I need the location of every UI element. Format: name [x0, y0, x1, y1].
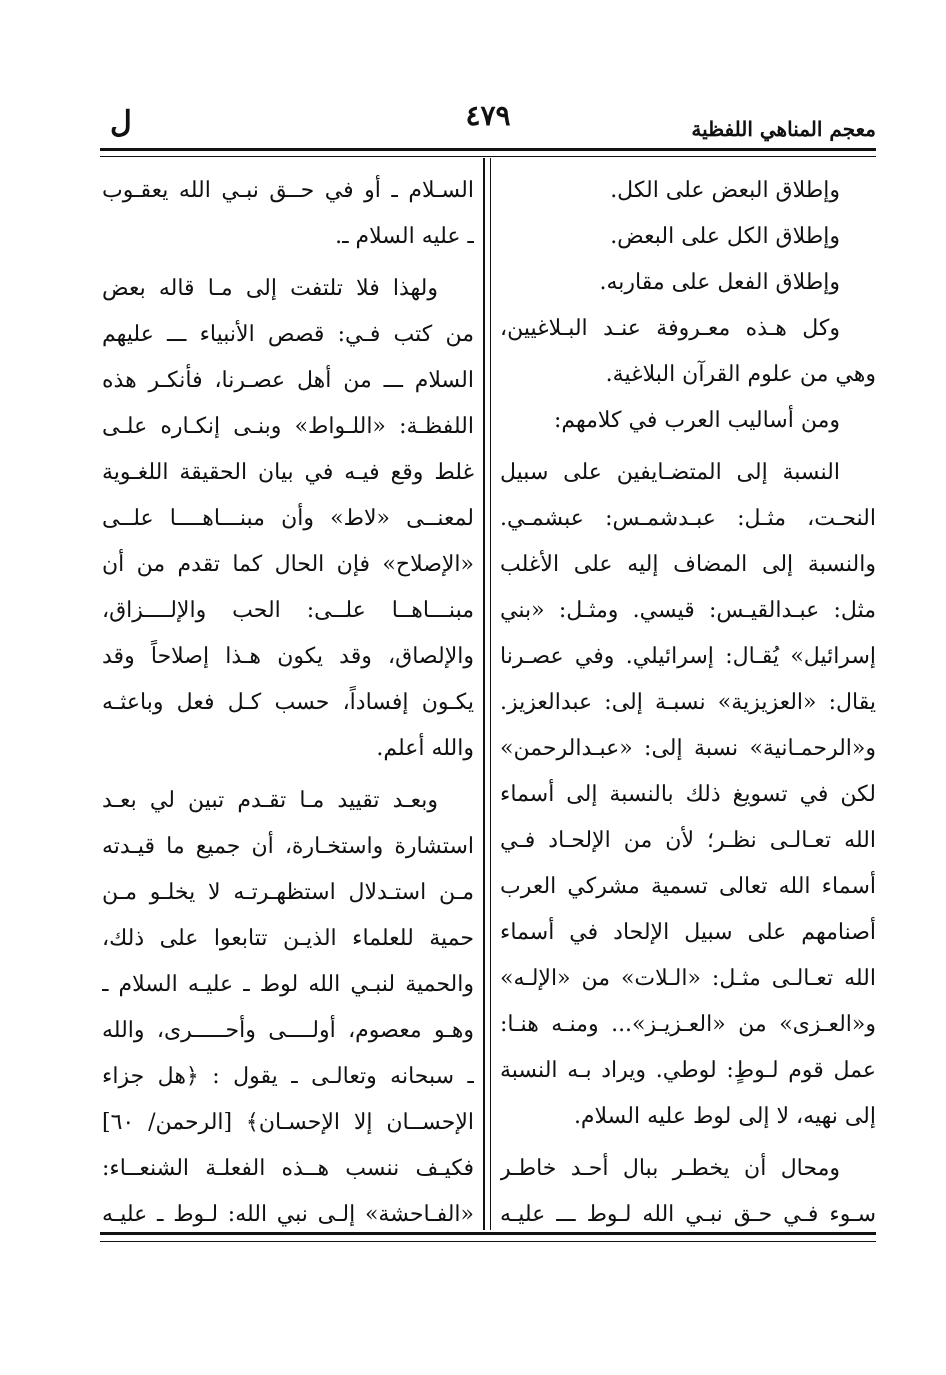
text-line: أصنامهم على سبيل الإلحاد في أسماء [500, 920, 876, 945]
column-divider-inner [490, 158, 491, 1230]
text-line: ـ عليه السلام ـ. [335, 224, 474, 249]
text-line: من كتب فـي: قصص الأنبياء ـــ عليهم [102, 322, 474, 347]
column-divider [483, 158, 485, 1230]
text-line: ومن أساليب العرب في كلامهم: [553, 408, 840, 433]
text-line: وهـو معصوم، أولــــى وأحـــــرى، والله [102, 1018, 474, 1043]
text-line: والإلصاق، وقد يكون هـذا إصلاحاً وقد [102, 644, 474, 669]
text-line: و«الرحمـانية» نسبة إلى: «عبـدالرحمن» [500, 736, 876, 761]
text-line: مـن استـدلال استظهـرتـه لا يخلـو مـن [102, 880, 474, 905]
footer-rule-thin [100, 1241, 876, 1242]
text-line: لكن في تسويغ ذلك بالنسبة إلى أسماء [500, 782, 876, 807]
text-line: «الإصلاح» فإن الحال كما تقدم من أن [102, 552, 474, 577]
text-line: الإحســان إلا الإحسـان﴾ [الرحمن/ ٦٠] [102, 1110, 474, 1135]
text-line: وإطلاق البعض على الكل. [610, 178, 840, 203]
header-rule-thin [100, 156, 876, 157]
text-line: مبنـــاهــا علــى: الحب والإلــــزاق، [102, 598, 474, 623]
text-line: والحمية لنبـي الله لوط ـ عليـه السلام ـ [102, 972, 474, 997]
text-line: حمية للعلماء الذيـن تتابعوا على ذلك، [102, 926, 474, 951]
left-column [102, 168, 474, 1238]
text-line: و«العـزى» من «العـزيـز»... ومنـه هنـا: [500, 1012, 876, 1037]
text-line: «الفـاحشة» إلـى نبي الله: لـوط ـ عليـه [102, 1202, 474, 1227]
text-line: السلام ـــ من أهل عصـرنا، فأنكـر هذه [102, 368, 474, 393]
text-line: سـوء فـي حـق نبـي الله لـوط ـــ عليـه [500, 1202, 876, 1227]
text-line: وهي من علوم القرآن البلاغية. [605, 362, 876, 387]
text-line: وإطلاق الفعل على مقاربه. [599, 270, 840, 295]
text-line: ـ سبحانه وتعالـى ـ يقول : ﴿هل جزاء [102, 1064, 474, 1089]
text-line: وإطلاق الكل على البعض. [610, 224, 840, 249]
text-line: والله أعلم. [376, 736, 474, 761]
page-header [100, 95, 876, 145]
text-line: يقال: «العزيزية» نسبـة إلى: عبدالعزيز. [500, 690, 876, 715]
text-line: والنسبة إلى المضاف إليه على الأغلب [500, 552, 876, 577]
right-column [500, 168, 876, 1238]
text-line: لمعنــى «لاط» وأن مبنـــاهــــا علــى [102, 506, 474, 531]
text-line: إلى نهيه، لا إلى لوط عليه السلام. [573, 1104, 876, 1129]
text-line: النسبة إلى المتضـايفين على سبيل [500, 460, 840, 485]
text-line: غلط وقع فيـه في بيان الحقيقة اللغـوية [102, 460, 474, 485]
text-line: ولهذا فلا تلتفت إلى مـا قاله بعض [102, 276, 438, 301]
text-line: عمل قوم لـوطٍ: لوطي. ويراد بـه النسبة [500, 1058, 876, 1083]
text-line: وكل هـذه معـروفة عنـد البـلاغيين، [500, 316, 840, 341]
running-title: معجم المناهي اللفظية [691, 117, 876, 141]
text-line: اللفظـة: «اللـواط» وبنـى إنكـاره علـى [102, 414, 474, 439]
page-number: ٤٧٩ [465, 99, 511, 132]
text-line: فكيـف ننسب هــذه الفعلـة الشنعــاء: [102, 1156, 474, 1181]
text-line: وبعـد تقييد مـا تقـدم تبين لي بعـد [102, 788, 438, 813]
text-line: مثل: عبـدالقيـس: قيسي. ومثـل: «بني [500, 598, 876, 623]
text-line: الله تعـالـى نظـر؛ لأن من الإلحـاد فـي [500, 828, 876, 853]
text-line: يكـون إفساداً، حسب كـل فعل وباعثـه [102, 690, 474, 715]
text-line: السـلام ـ أو في حــق نبـي الله يعقـوب [102, 178, 474, 203]
text-line: إسرائيل» يُقـال: إسرائيلي. وفي عصـرنا [500, 644, 876, 669]
section-letter: ل [110, 105, 132, 140]
text-line: النحـت، مثـل: عبـدشمـس: عبشمـي. [500, 506, 876, 531]
text-line: الله تعـالـى مثـل: «الـلات» من «الإلـه» [500, 966, 876, 991]
text-line: استشارة واستخـارة، أن جميع ما قيـدته [102, 834, 474, 859]
header-rule-thick [100, 148, 876, 151]
text-line: ومحال أن يخطـر ببال أحـد خاطـر [500, 1156, 840, 1181]
text-line: أسماء الله تعالى تسمية مشركي العرب [500, 874, 876, 899]
